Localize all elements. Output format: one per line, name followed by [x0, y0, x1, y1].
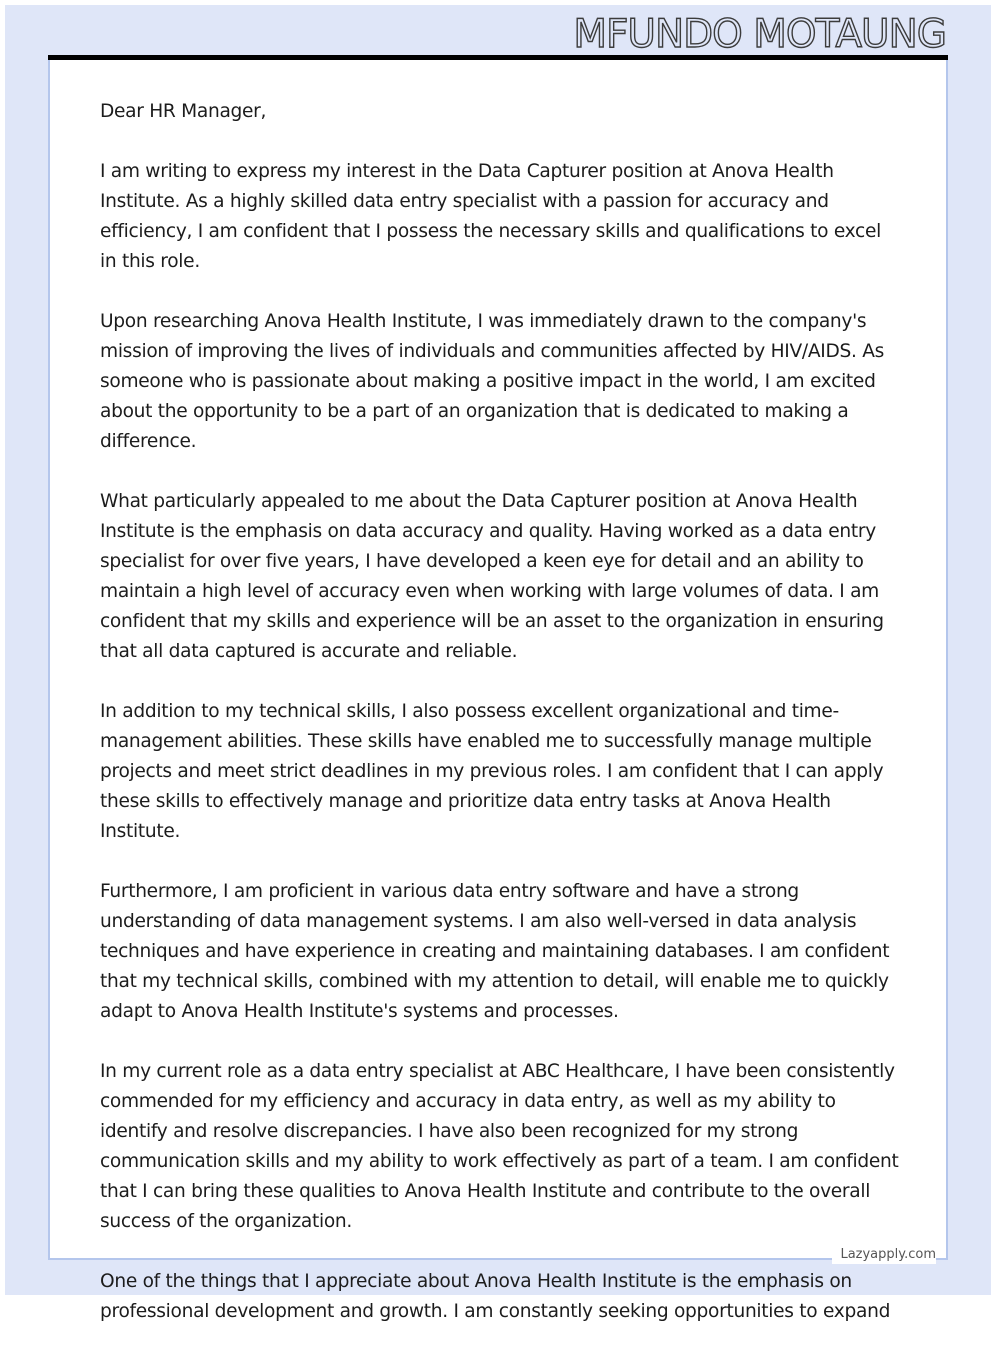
paragraph: Upon researching Anova Health Institute, I was immediately drawn to the company's mission of improving the lives of individuals and communities affected by HIV/AIDS. As someone who is passionate about making a positive impact in the world, I am excited about the opportunity to be a part of an organization that is dedicated to making a difference. — [100, 311, 885, 452]
candidate-name: MFUNDO MOTAUNG — [573, 12, 946, 57]
paragraph: In my current role as a data entry specialist at ABC Healthcare, I have been consistently commended for my efficiency and accuracy in data entry, as well as my ability to identify and resolve discrepancies. I have also been recognized for my strong communication skills and my ability to work effectively as part of a team. I am confident that I can bring these qualities to Anova Health Institute and contribute to the overall success of the organization. — [100, 1061, 899, 1232]
paragraph: Furthermore, I am proficient in various data entry software and have a strong understanding of data management systems. I am also well-versed in data analysis techniques and have experience in creating and maintaining databases. I am confident that my technical skills, combined with my attention to detail, will enable me to quickly adapt to Anova Health Institute's systems and processes. — [100, 881, 890, 1022]
paragraph: I am writing to express my interest in the Data Capturer position at Anova Health Institute. As a highly skilled data entry specialist with a passion for accuracy and efficiency, I am confident that I possess the necessary skills and qualifications to excel in this role. — [100, 161, 881, 272]
salutation: Dear HR Manager, — [100, 101, 267, 122]
letter-body — [100, 97, 900, 1357]
paragraph: One of the things that I appreciate about Anova Health Institute is the emphasis on professional development and growth. I am constantly seeking opportunities to expand — [100, 1271, 891, 1322]
paragraph: What particularly appealed to me about the Data Capturer position at Anova Health Institute is the emphasis on data accuracy and quality. Having worked as a data entry specialist for over five years, I have developed a keen eye for detail and an ability to maintain a high level of accuracy even when working with large volumes of data. I am confident that my skills and experience will be an asset to the organization in ensuring that all data captured is accurate and reliable. — [100, 491, 884, 662]
paragraph: In addition to my technical skills, I also possess excellent organizational and time-management abilities. These skills have enabled me to successfully manage multiple projects and meet strict deadlines in my previous roles. I am confident that I can apply these skills to effectively manage and prioritize data entry tasks at Anova Health Institute. — [100, 701, 884, 842]
watermark: Lazyapply.com — [832, 1246, 936, 1264]
